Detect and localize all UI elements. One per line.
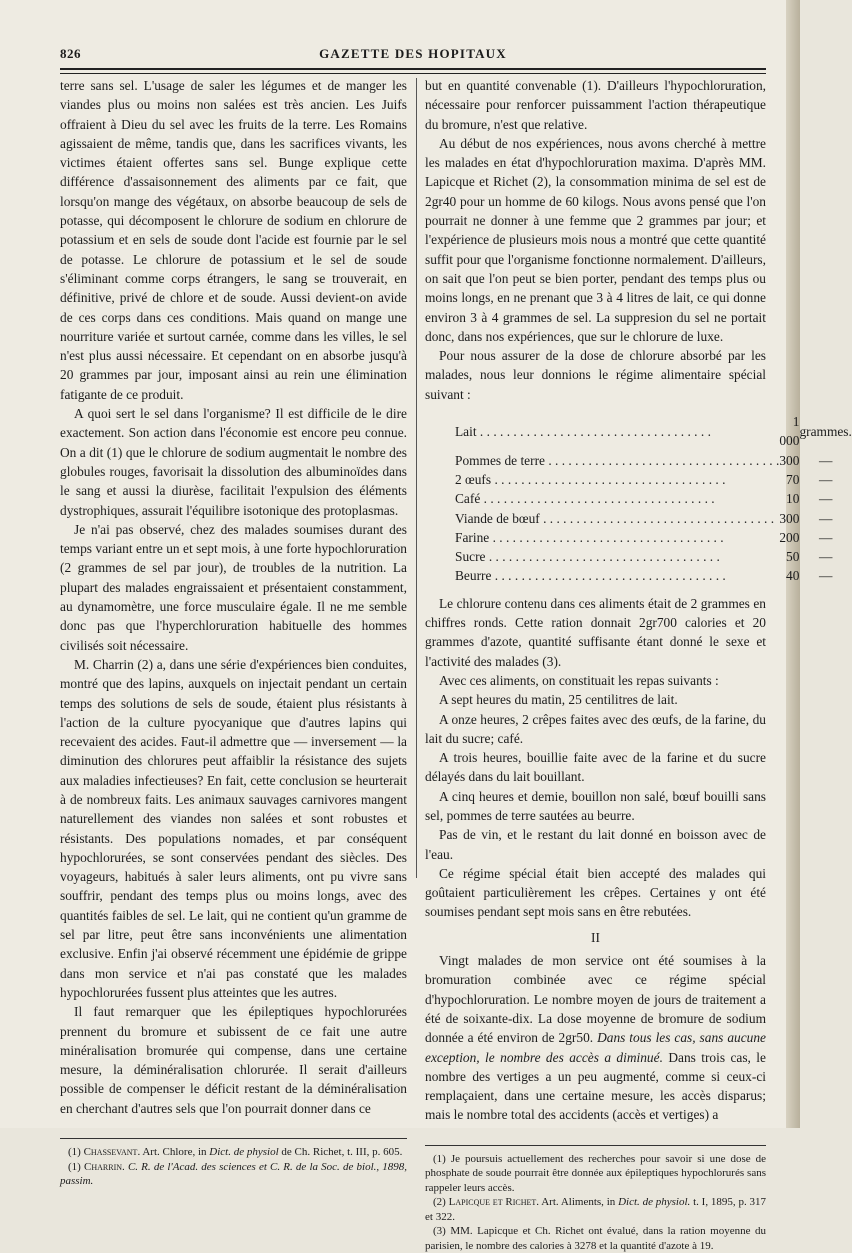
paragraph: A sept heures du matin, 25 centilitres de lait. — [439, 692, 678, 708]
running-header — [60, 44, 766, 64]
paragraph: Le chlorure contenu dans ces aliments était de 2 grammes en chiffres ronds. Cette ration donnait 2gr700 calories et 20 grammes d'azote, quantité suffisante étant donné le sexe et l'activité des malades (3). — [425, 595, 766, 669]
food-quantity: 300 — [779, 452, 800, 468]
paragraph: A onze heures, 2 crêpes faites avec des œufs, de la farine, du lait du sucre; café. — [425, 711, 766, 746]
food-quantity: 50 — [786, 549, 800, 565]
food-quantity: 200 — [779, 529, 800, 545]
diet-row — [455, 451, 852, 470]
diet-row — [455, 528, 852, 547]
paragraph: A quoi sert le sel dans l'organisme? Il est difficile de le dire exactement. Son action dans l'économie est encore peu connue. On a dit (1) que le chlorure de sodium augmentait le nombre des globules rouges, favorisait la dissolution des albuminoïdes dans le sang et aussi la diurèse, facilitait l'expulsion des éléments dystrophiques, assurait l'équilibre isotonique des protoplasmas. — [60, 406, 407, 518]
journal-title: GAZETTE DES HOPITAUX — [319, 46, 507, 61]
paragraph: M. Charrin (2) a, dans une série d'expériences bien conduites, montré que des lapins, auxquels on injectait pendant un certain temps des solutions de sels de soude, étaient plus résistants à l'action de la culture pyocyanique que d'autres lapins qui recevaient des acides. Faut-il admettre que — inversement — la diminution des chlorures peut affaiblir la résistance des sujets aux maladies infectieuses? En fait, cette conclusion se heurterait à de nombreux faits. Les animaux sauvages carnivores mangent naturellement des viandes non salées et sont robustes et résistants. Des populations nomades, et par conséquent hypochlorurées, se sont conservées pendant des siècles. Des voyageurs, habitués à saler leurs aliments, ont pu vivre sans souffrir, pendant des temps plus ou moins longs, avec des quantités faibles de sel. Le lait, qui ne contient qu'un gramme de sel par litre, peut être sans inconvénients une alimentation exclusive. Enfin j'ai observé récemment une épidémie de grippe dans mon service et n'ai pas constaté que les malades hypochlorurées fussent plus atteintes que les autres. — [60, 656, 407, 1000]
diet-table — [455, 412, 852, 586]
food-unit: grammes. — [799, 423, 852, 439]
food-quantity: 10 — [786, 491, 800, 507]
food-quantity: 40 — [786, 568, 800, 584]
food-name: Beurre . . . — [455, 566, 779, 585]
header-rule — [60, 68, 766, 70]
diet-row — [455, 547, 852, 566]
food-name: Lait . . . — [455, 412, 779, 451]
column-divider — [416, 78, 417, 878]
food-quantity: 1 000 — [779, 414, 800, 449]
food-unit: — — [818, 549, 833, 565]
footnote: (3) MM. Lapicque et Ch. Richet ont évalué, dans la ration moyenne du parisien, le nombre des calories à 3278 et la quantité d'azote à 19. — [425, 1225, 767, 1252]
paragraph: A trois heures, bouillie faite avec de la farine et du sucre délayés dans du lait bouillant. — [425, 750, 766, 785]
paragraph: Je n'ai pas observé, chez des malades soumises durant des temps variant entre un et sept mois, à une forte hypochloruration (2 grammes de sel par jour), de troubles de la nutrition. La plupart des malades engraissaient et présentaient constamment, au dynamomètre, une force musculaire égale. Il ne me semble donc pas que l'hyperchloruration habituelle des hommes civilisés soit nécessaire. — [60, 521, 407, 653]
footnote-rule — [425, 1145, 766, 1146]
food-quantity: 70 — [786, 471, 800, 487]
footnote: (2) Lapicque et Richet. Art. Aliments, in Dict. de physiol. t. I, 1895, p. 317 et 322. — [425, 1196, 766, 1223]
food-name: 2 œufs . . . — [455, 470, 779, 489]
food-unit: — — [818, 471, 833, 487]
paragraph: Avec ces aliments, on constituait les repas suivants : — [439, 672, 719, 688]
footnote-rule — [60, 1138, 407, 1139]
food-name: Pommes de terre . . . — [455, 451, 779, 470]
paragraph: but en quantité convenable (1). D'ailleurs l'hypochloruration, nécessaire pour renforcer puissamment l'action thérapeutique du bromure, n'est que relative. — [425, 78, 766, 132]
page-number: 826 — [60, 46, 81, 61]
food-unit: — — [818, 491, 833, 507]
paragraph: Au début de nos expériences, nous avons cherché à mettre les malades en état d'hypochloruration maxima. D'après MM. Lapicque et Richet (2), la consommation minima de sel est de 2gr40 pour un homme de 60 kilogs. Nous avons pensé que l'on pourrait ne donner à une femme que 2 grammes par jour; et l'expérience de plusieurs mois nous a montré que cette quantité suffit pour que l'organisme fonctionne normalement. D'ailleurs, on sait que l'on peut se bien porter, pendant des temps plus ou moins longs, en ne prenant que 3 à 4 litres de lait, ce qui donne environ 3 à 4 grammes de sel. La suppresion du sel ne portait donc, dans nos expériences, que sur le chlorure de luxe. — [425, 135, 766, 344]
diet-row — [455, 412, 852, 451]
diet-row — [455, 489, 852, 508]
header-rule-thin — [60, 73, 766, 74]
paragraph: Vingt malades de mon service ont été soumises à la bromuration combinée avec ce régime spécial d'hypochloruration. Le nombre moyen de jours de traitement a été de soixante-dix. La dose moyenne de bromure de sodium donnée a été environ de 2gr50. Dans tous les cas, sans aucune exception, le nombre des accès a diminué. Dans trois cas, le nombre des vertiges a un peu augmenté, comme si ceux-ci remplaçaient, dans une certaine mesure, les accès disparus; mais le nombre total des accidents (accès et vertiges) a — [425, 953, 766, 1123]
paragraph: Il faut remarquer que les épileptiques hypochlorurées prennent du bromure et subissent de ce fait une autre minéralisation bromurée qui compense, dans une certaine mesure, la déminéralisation chlorurée. Il serait d'ailleurs possible de compenser le déficit restant de la déminéralisation en cherchant d'autres sels que l'on pourrait donner dans ce — [60, 1004, 407, 1116]
footnote: (1) Je poursuis actuellement des recherches pour savoir si une dose de phosphate de soude pourrait être donnée aux épileptiques hypochlorurés sans rappeler leurs accès. — [425, 1152, 767, 1194]
food-unit: — — [818, 529, 833, 545]
paragraph: terre sans sel. L'usage de saler les légumes et de manger les viandes plus ou moins non salées est très ancien. Les Juifs offraient à Dieu du sel avec les fruits de la terre. Les Romains agissaient de même, tandis que, dans les sacrifices vivants, les victimes étaient offertes sans sel. Bunge explique cette différence d'assaisonnement des aliments par ce fait, que lorsqu'on mange des végétaux, on absorbe beaucoup de sels de potasse, qui décomposent le chlorure de sodium en chlorure de potassium et en sels de soude dont l'acide est fournie par le sel de potasse. Le chlorure de potassium et le sel de soude s'éliminant comme corps étrangers, le sang se trouverait, en définitive, privé de chlore et de soude. Aussi devient-on avide de ces corps dans ces conditions. Mais quand on mange une nourriture variée et surtout carnée, comme dans les villes, le sel n'est plus aussi nécessaire. Et cependant on en absorbe jusqu'à 20 grammes par jour, imposant ainsi au rein une élimination fatigante de ce produit. — [60, 78, 407, 402]
paragraph: Pour nous assurer de la dose de chlorure absorbé par les malades, nous leur donnions le régime alimentaire spécial suivant : — [425, 348, 766, 402]
diet-row — [455, 566, 852, 585]
emphasis: Dans tous les cas, sans aucune exception, le nombre des accès a diminué. — [425, 1030, 766, 1065]
paragraph: Ce régime spécial était bien accepté des malades qui goûtaient particulièrement les crêpes. Certaines y ont été soumises pendant sept mois sans en être rebutées. — [425, 865, 766, 920]
food-quantity: 300 — [779, 510, 800, 526]
footnote: (1) Chassevant. Art. Chlore, in Dict. de physiol de Ch. Richet, t. III, p. 605. — [68, 1146, 403, 1159]
section-heading: II — [591, 929, 600, 945]
food-name: Viande de bœuf . . . — [455, 509, 779, 528]
food-name: Café . . . — [455, 489, 779, 508]
food-name: Sucre . . . — [455, 547, 779, 566]
diet-row — [455, 509, 852, 528]
paragraph: Pas de vin, et le restant du lait donné en boisson avec de l'eau. — [425, 827, 766, 862]
food-unit: — — [818, 568, 833, 584]
footnote: (1) Charrin. C. R. de l'Acad. des sciences et C. R. de la Soc. de biol., 1898, passim. — [60, 1160, 408, 1188]
food-name: Farine . . . — [455, 528, 779, 547]
right-column — [425, 76, 852, 1253]
paragraph: A cinq heures et demie, bouillon non salé, bœuf bouilli sans sel, pommes de terre sautées au beurre. — [425, 788, 766, 823]
food-unit: — — [818, 510, 833, 526]
diet-row — [455, 470, 852, 489]
left-column — [60, 76, 407, 1189]
food-unit: — — [818, 452, 833, 468]
